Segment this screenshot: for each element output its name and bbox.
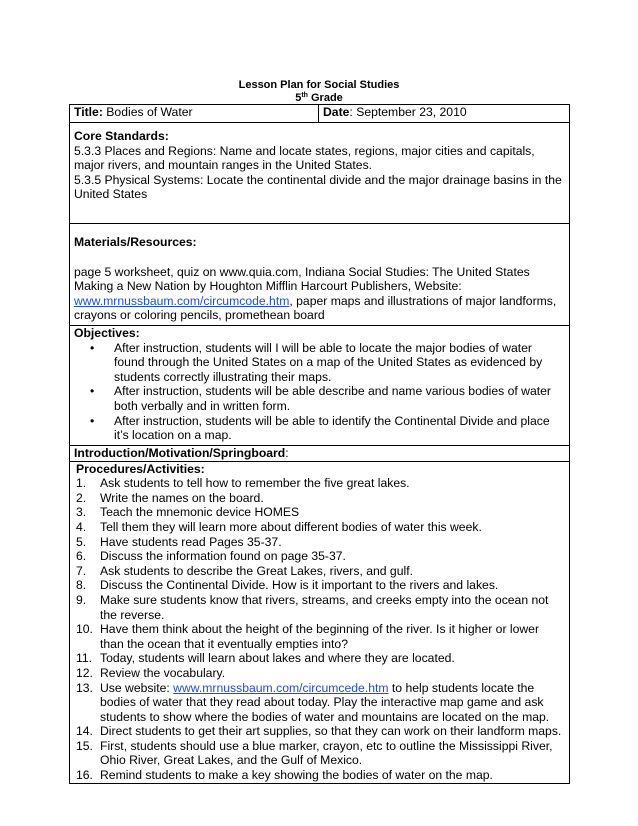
title-label: Title: xyxy=(74,105,103,119)
step-text: Make sure students know that rivers, streams, and creeks empty into the ocean not the reverse. xyxy=(100,592,549,622)
title-cell xyxy=(70,105,319,123)
title-row xyxy=(70,105,570,123)
procedures-row xyxy=(70,461,570,783)
step-text: Teach the mnemonic device HOMES xyxy=(100,505,300,520)
step-number: 10. xyxy=(76,622,93,637)
grade-number: 5 xyxy=(295,92,302,104)
procedures-heading: Procedures/Activities: xyxy=(76,461,205,476)
procedure-step xyxy=(76,724,565,739)
procedure-step xyxy=(76,665,565,681)
standard-5-3-5: 5.3.5 Physical Systems: Locate the continental divide and the major drainage basins in the United States xyxy=(74,172,562,202)
step-text: First, students should use a blue marker, crayon, etc to outline the Mississippi River, Ohio River, Great Lakes, and the Gulf of Mexico. xyxy=(100,738,553,768)
step-text-before: Use website: xyxy=(100,680,174,695)
materials-text-before: page 5 worksheet, quiz on www.quia.com, Indiana Social Studies: The United States Making a New Nation by Houghton Mifflin Harcourt Publishers, Website: xyxy=(74,264,530,294)
step-number: 2. xyxy=(76,490,87,505)
procedure-step xyxy=(76,592,565,622)
objectives-heading: Objectives: xyxy=(74,326,140,340)
step-number: 14. xyxy=(76,724,93,739)
step-number: 12. xyxy=(76,665,93,680)
intro-cell xyxy=(70,446,570,462)
step-number: 4. xyxy=(76,519,87,534)
step-text-after: to help students locate the bodies of water that they read about today. Play the interactive map game and ask students to show where the bodies of water and mountains are located on the map. xyxy=(100,680,550,724)
step-number: 16. xyxy=(76,768,93,783)
intro-colon: : xyxy=(285,446,289,460)
step-text: Today, students will learn about lakes and where they are located. xyxy=(100,651,455,666)
date-label: Date xyxy=(323,105,350,119)
materials-text xyxy=(74,265,565,323)
title-value: Bodies of Water xyxy=(106,105,193,119)
objectives-row xyxy=(70,326,570,446)
step-number: 8. xyxy=(76,578,87,593)
materials-heading: Materials/Resources: xyxy=(74,235,197,249)
procedures-cell xyxy=(70,461,570,783)
step-number: 5. xyxy=(76,534,87,549)
objectives-list xyxy=(74,341,565,443)
step-text: Ask students to tell how to remember the five great lakes. xyxy=(100,476,410,491)
procedure-step xyxy=(76,476,565,491)
step-text: Discuss the information found on page 35-37. xyxy=(100,549,346,564)
procedure-step xyxy=(76,505,565,520)
objective-item: • After instruction, students will I will be able to locate the major bodies of water found through the United States on a map of the United States as evidenced by students correctly illustrating their maps. xyxy=(114,341,565,385)
step-text: Have students read Pages 35-37. xyxy=(100,534,282,549)
materials-row xyxy=(70,224,570,326)
step-number: 6. xyxy=(76,549,87,564)
procedure-step xyxy=(76,519,565,535)
procedure-step xyxy=(76,578,565,593)
step-text: Direct students to get their art supplies, so that they can work on their landform maps. xyxy=(100,724,562,739)
procedure-step xyxy=(76,490,565,506)
document-title-text: Lesson Plan for Social Studies xyxy=(238,79,400,91)
objectives-cell xyxy=(70,326,570,446)
date-cell xyxy=(319,105,570,123)
standards-cell xyxy=(70,123,570,224)
step-number: 11. xyxy=(76,651,93,666)
procedure-step xyxy=(76,549,565,564)
procedure-step xyxy=(76,622,565,651)
grade-word: Grade xyxy=(311,92,343,104)
objective-item: • After instruction, students will be able to identify the Continental Divide and place it’s location on a map. xyxy=(114,414,565,443)
grade-heading xyxy=(0,92,638,104)
step-number: 13. xyxy=(76,680,93,695)
step-text: Ask students to describe the Great Lakes, rivers, and gulf. xyxy=(100,563,413,578)
procedure-step xyxy=(76,738,565,768)
procedure-step xyxy=(76,651,565,666)
intro-row xyxy=(70,446,570,462)
grade-suffix: th xyxy=(301,92,308,99)
step-number: 3. xyxy=(76,505,87,520)
document-title xyxy=(0,79,638,91)
step-text: Have them think about the height of the beginning of the river. Is it higher or lower than the ocean that it eventually empties into? xyxy=(100,622,540,651)
objective-item: • After instruction, students will be able describe and name various bodies of water both verbally and in written form. xyxy=(114,384,565,413)
step-number: 9. xyxy=(76,592,87,607)
materials-cell xyxy=(70,224,570,326)
step-number: 15. xyxy=(76,738,93,753)
step-text: Review the vocabulary. xyxy=(100,665,226,680)
step-text: Discuss the Continental Divide. How is it important to the rivers and lakes. xyxy=(100,578,499,593)
materials-website-link[interactable]: www.mrnussbaum.com/circumcode.htm xyxy=(74,293,290,308)
standards-row xyxy=(70,123,570,224)
step-number: 1. xyxy=(76,476,87,491)
procedure-step xyxy=(76,768,565,783)
date-value: : September 23, 2010 xyxy=(349,105,467,119)
step-number: 7. xyxy=(76,563,87,578)
standards-heading: Core Standards: xyxy=(74,129,169,143)
step-website-link[interactable]: www.mrnussbaum.com/circumcede.htm xyxy=(173,680,389,695)
lesson-plan-table xyxy=(69,104,570,784)
standard-5-3-3: 5.3.3 Places and Regions: Name and locate states, regions, major cities and capitals, major rivers, and mountain ranges in the United States. xyxy=(74,143,535,173)
step-text: Write the names on the board. xyxy=(100,490,264,505)
procedures-list xyxy=(76,476,565,782)
procedure-step xyxy=(76,680,565,725)
procedure-step xyxy=(76,534,565,550)
step-text: Remind students to make a key showing the bodies of water on the map. xyxy=(100,768,493,783)
materials-text-after: , paper maps and illustrations of major landforms, crayons or coloring pencils, promethean board xyxy=(74,293,557,323)
procedure-step xyxy=(76,563,565,579)
step-text: Tell them they will learn more about different bodies of water this week. xyxy=(100,519,482,534)
intro-heading: Introduction/Motivation/Springboard xyxy=(74,446,286,460)
